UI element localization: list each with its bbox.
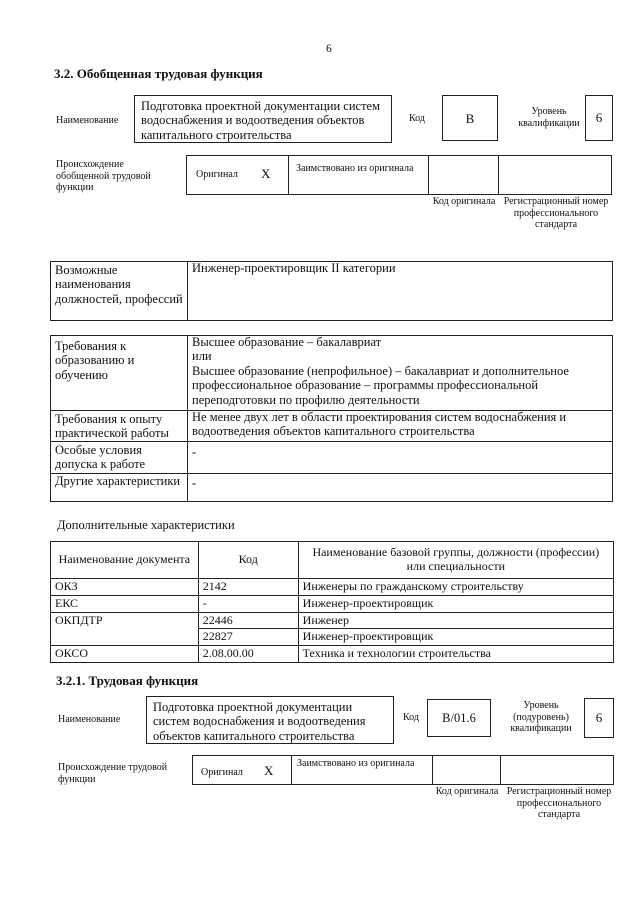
education-line: профессиональное образование – программы профессиональной [192,378,539,393]
origin-divider [288,155,289,195]
cell-group: Техника и технологии строительства [298,646,613,663]
code-box-2 [427,699,491,737]
name-value: Подготовка проектной документации систем водоснабжения и водоотведения объектов капитального строительства [141,99,381,142]
level-label-2: Уровень (подуровень) квалификации [510,700,572,734]
positions-value: Инженер-проектировщик II категории [192,261,396,275]
origin-divider-2 [291,755,292,785]
code-original-caption: Код оригинала [432,196,496,207]
requirements-divider [187,335,188,502]
cell-group: Инженер-проектировщик [298,595,613,612]
other-value: - [192,476,197,490]
name-label: Наименование [56,115,119,126]
code-label: Код [409,113,425,124]
origin-divider-2 [432,755,433,785]
code-label-2: Код [403,712,419,723]
header-code: Код [198,542,298,579]
experience-value: Не менее двух лет в области проектирования систем водоснабжения и водоотведения объектов капитального строительства [192,410,567,439]
level-value-2: 6 [595,710,603,725]
name-label-2: Наименование [58,714,121,725]
other-label: Другие характеристики [55,474,181,488]
origin-label-2: Происхождение трудовой функции [58,762,168,785]
education-line: переподготовки по профилю деятельности [192,392,420,407]
level-box-2 [584,698,614,738]
cell-code: 2142 [198,579,298,596]
code-original-caption-2: Код оригинала [435,786,499,797]
code-value: B [465,111,475,126]
header-document: Наименование документа [51,542,199,579]
table-row [51,579,614,596]
education-label: Требования к образованию и обучению [55,339,135,382]
name-box-2 [146,696,394,744]
education-line: Высшее образование (непрофильное) – бакалавриат и дополнительное [192,363,569,378]
origin-box [186,155,612,195]
level-label: Уровень квалификации [518,106,580,129]
original-mark: X [261,166,271,181]
cell-document: ОКПДТР [51,612,199,646]
origin-label: Происхождение обобщенной трудовой функции [56,159,151,193]
cell-group: Инженеры по гражданскому строительству [298,579,613,596]
original-mark-2: X [264,763,274,778]
code-box [442,95,498,141]
level-value: 6 [595,110,603,125]
cell-code: - [198,595,298,612]
experience-label: Требования к опыту практической работы [55,412,169,441]
section-title: 3.2. Обобщенная трудовая функция [54,66,263,81]
borrowed-label-2: Заимствовано из оригинала [297,758,415,769]
table-row [51,646,614,663]
cell-code: 22446 [198,612,298,629]
origin-divider [428,155,429,195]
name-value-2: Подготовка проектной документации систем водоснабжения и водоотведения объектов капитального строительства [153,700,366,743]
name-box [134,95,392,143]
original-label-2: Оригинал [201,767,243,778]
page-number: 6 [326,43,332,55]
origin-divider [498,155,499,195]
table-header-row [51,542,614,579]
reg-number-caption: Регистрационный номер профессионального стандарта [503,196,609,230]
special-label: Особые условия допуска к работе [55,443,146,472]
education-value [192,335,610,407]
special-value: - [192,445,197,459]
row-divider [50,441,613,442]
original-label: Оригинал [196,169,238,180]
cell-code: 22827 [198,629,298,646]
cell-code: 2.08.00.00 [198,646,298,663]
level-box [585,95,613,141]
cell-document: ОКЗ [51,579,199,596]
additional-table [50,541,614,663]
subsection-title: 3.2.1. Трудовая функция [56,673,199,688]
cell-group: Инженер [298,612,613,629]
table-row [51,595,614,612]
positions-label: Возможные наименования должностей, профессий [55,263,183,306]
cell-document: ЕКС [51,595,199,612]
reg-number-caption-2: Регистрационный номер профессионального стандарта [506,786,612,820]
cell-document: ОКСО [51,646,199,663]
education-line: или [192,349,212,364]
education-line: Высшее образование – бакалавриат [192,335,382,349]
header-group: Наименование базовой группы, должности (профессии) или специальности [298,542,613,579]
borrowed-label: Заимствовано из оригинала [296,163,414,174]
cell-group: Инженер-проектировщик [298,629,613,646]
additional-title: Дополнительные характеристики [57,518,235,532]
origin-divider-2 [500,755,501,785]
positions-divider [187,261,188,321]
code-value-2: B/01.6 [442,711,476,725]
table-row [51,612,614,629]
